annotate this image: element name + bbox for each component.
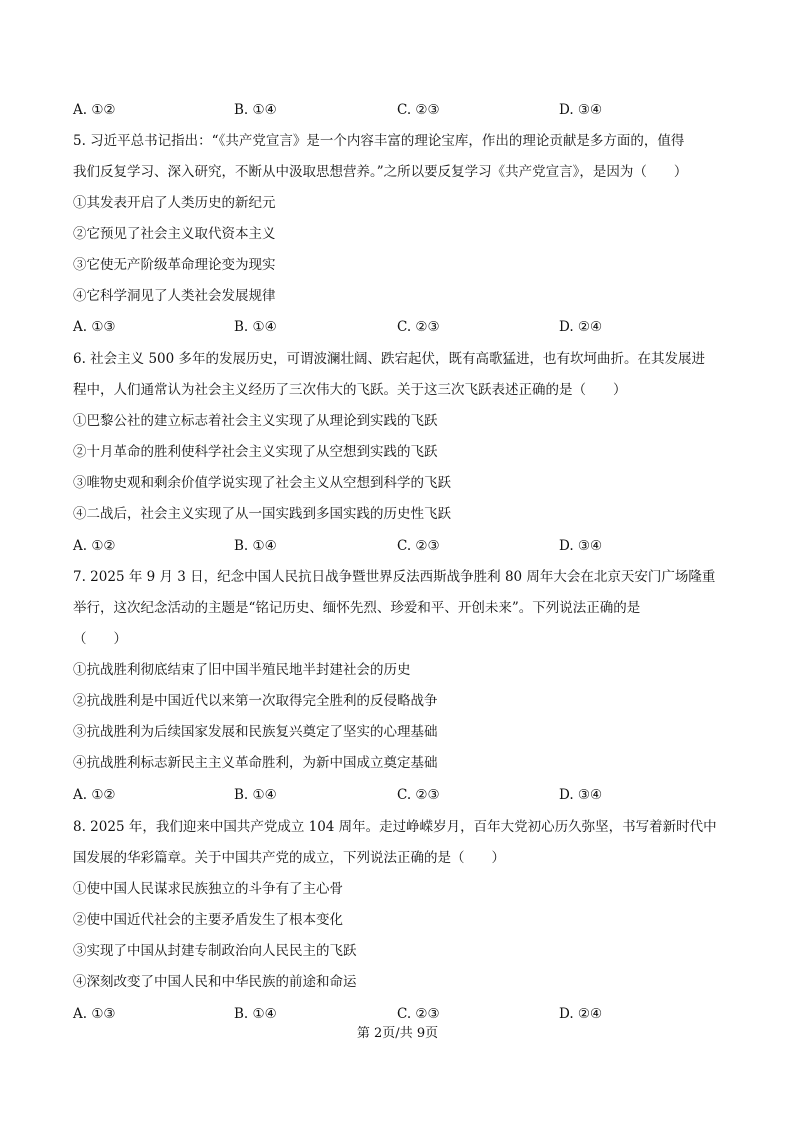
q7-item-1: ①抗战胜利彻底结束了旧中国半殖民地半封建社会的历史: [73, 662, 411, 678]
q4-option-d: D. ③④: [559, 102, 603, 118]
q6-option-d: D. ③④: [559, 538, 603, 554]
q7-options: [73, 786, 713, 804]
q5-option-b: B. ①④: [234, 319, 277, 335]
q7-stem-line-1: 7. 2025 年 9 月 3 日，纪念中国人民抗日战争暨世界反法西斯战争胜利 80 周年大会在北京天安门广场隆重: [73, 569, 716, 585]
q8-item-3: ③实现了中国从封建专制政治向人民民主的飞跃: [73, 943, 357, 959]
q7-option-a: A. ①②: [73, 787, 116, 803]
q8-option-c: C. ②③: [397, 1006, 440, 1022]
q5-item-3: ③它使无产阶级革命理论变为现实: [73, 257, 276, 273]
q5-item-4: ④它科学洞见了人类社会发展规律: [73, 288, 276, 304]
q4-options: [73, 101, 713, 119]
q4-option-b: B. ①④: [234, 102, 277, 118]
q5-option-c: C. ②③: [397, 319, 440, 335]
page-number-footer: 第 2页/共 9页: [356, 1026, 439, 1041]
q5-option-a: A. ①③: [73, 319, 116, 335]
q7-item-4: ④抗战胜利标志新民主主义革命胜利，为新中国成立奠定基础: [73, 755, 438, 771]
q8-option-b: B. ①④: [234, 1006, 277, 1022]
q6-stem-line-2: 程中，人们通常认为社会主义经历了三次伟大的飞跃。关于这三次飞跃表述正确的是（ ）: [73, 382, 627, 398]
q6-stem-line-1: 6. 社会主义 500 多年的发展历史，可谓波澜壮阔、跌宕起伏，既有高歌猛进，也有坎坷曲折。在其发展进: [73, 351, 706, 367]
q8-item-1: ①使中国人民谋求民族独立的斗争有了主心骨: [73, 881, 343, 897]
q6-item-4: ④二战后，社会主义实现了从一国实践到多国实践的历史性飞跃: [73, 506, 451, 522]
q5-options: [73, 318, 713, 336]
q7-item-3: ③抗战胜利为后续国家发展和民族复兴奠定了坚实的心理基础: [73, 724, 438, 740]
q4-option-a: A. ①②: [73, 102, 116, 118]
q6-option-a: A. ①②: [73, 538, 116, 554]
q8-options: [73, 1005, 713, 1023]
q7-item-2: ②抗战胜利是中国近代以来第一次取得完全胜利的反侵略战争: [73, 693, 438, 709]
q6-option-b: B. ①④: [234, 538, 277, 554]
q7-option-d: D. ③④: [559, 787, 603, 803]
q8-stem-line-1: 8. 2025 年，我们迎来中国共产党成立 104 周年。走过峥嵘岁月，百年大党初心历久弥坚，书写着新时代中: [73, 819, 717, 835]
q6-option-c: C. ②③: [397, 538, 440, 554]
q7-stem-line-3: （ ）: [73, 631, 127, 647]
q8-option-d: D. ②④: [559, 1006, 603, 1022]
q7-stem-line-2: 举行，这次纪念活动的主题是“铭记历史、缅怀先烈、珍爱和平、开创未来”。下列说法正确的是: [73, 600, 641, 616]
q6-item-3: ③唯物史观和剩余价值学说实现了社会主义从空想到科学的飞跃: [73, 475, 451, 491]
q8-item-2: ②使中国近代社会的主要矛盾发生了根本变化: [73, 912, 343, 928]
q4-option-c: C. ②③: [397, 102, 440, 118]
q6-options: [73, 537, 713, 555]
q5-stem-line-2: 我们反复学习、深入研究，不断从中汲取思想营养。”之所以要反复学习《共产党宣言》，是因为（ ）: [73, 164, 688, 180]
q6-item-2: ②十月革命的胜利使科学社会主义实现了从空想到实践的飞跃: [73, 444, 438, 460]
q5-stem-line-1: 5. 习近平总书记指出：“《共产党宣言》是一个内容丰富的理论宝库，作出的理论贡献是多方面的，值得: [73, 133, 685, 149]
q7-option-b: B. ①④: [234, 787, 277, 803]
q8-stem-line-2: 国发展的华彩篇章。关于中国共产党的成立，下列说法正确的是（ ）: [73, 850, 505, 866]
q8-item-4: ④深刻改变了中国人民和中华民族的前途和命运: [73, 974, 357, 990]
q6-item-1: ①巴黎公社的建立标志着社会主义实现了从理论到实践的飞跃: [73, 413, 438, 429]
q7-option-c: C. ②③: [397, 787, 440, 803]
q5-option-d: D. ②④: [559, 319, 603, 335]
q5-item-2: ②它预见了社会主义取代资本主义: [73, 226, 276, 242]
q5-item-1: ①其发表开启了人类历史的新纪元: [73, 195, 276, 211]
q8-option-a: A. ①③: [73, 1006, 116, 1022]
